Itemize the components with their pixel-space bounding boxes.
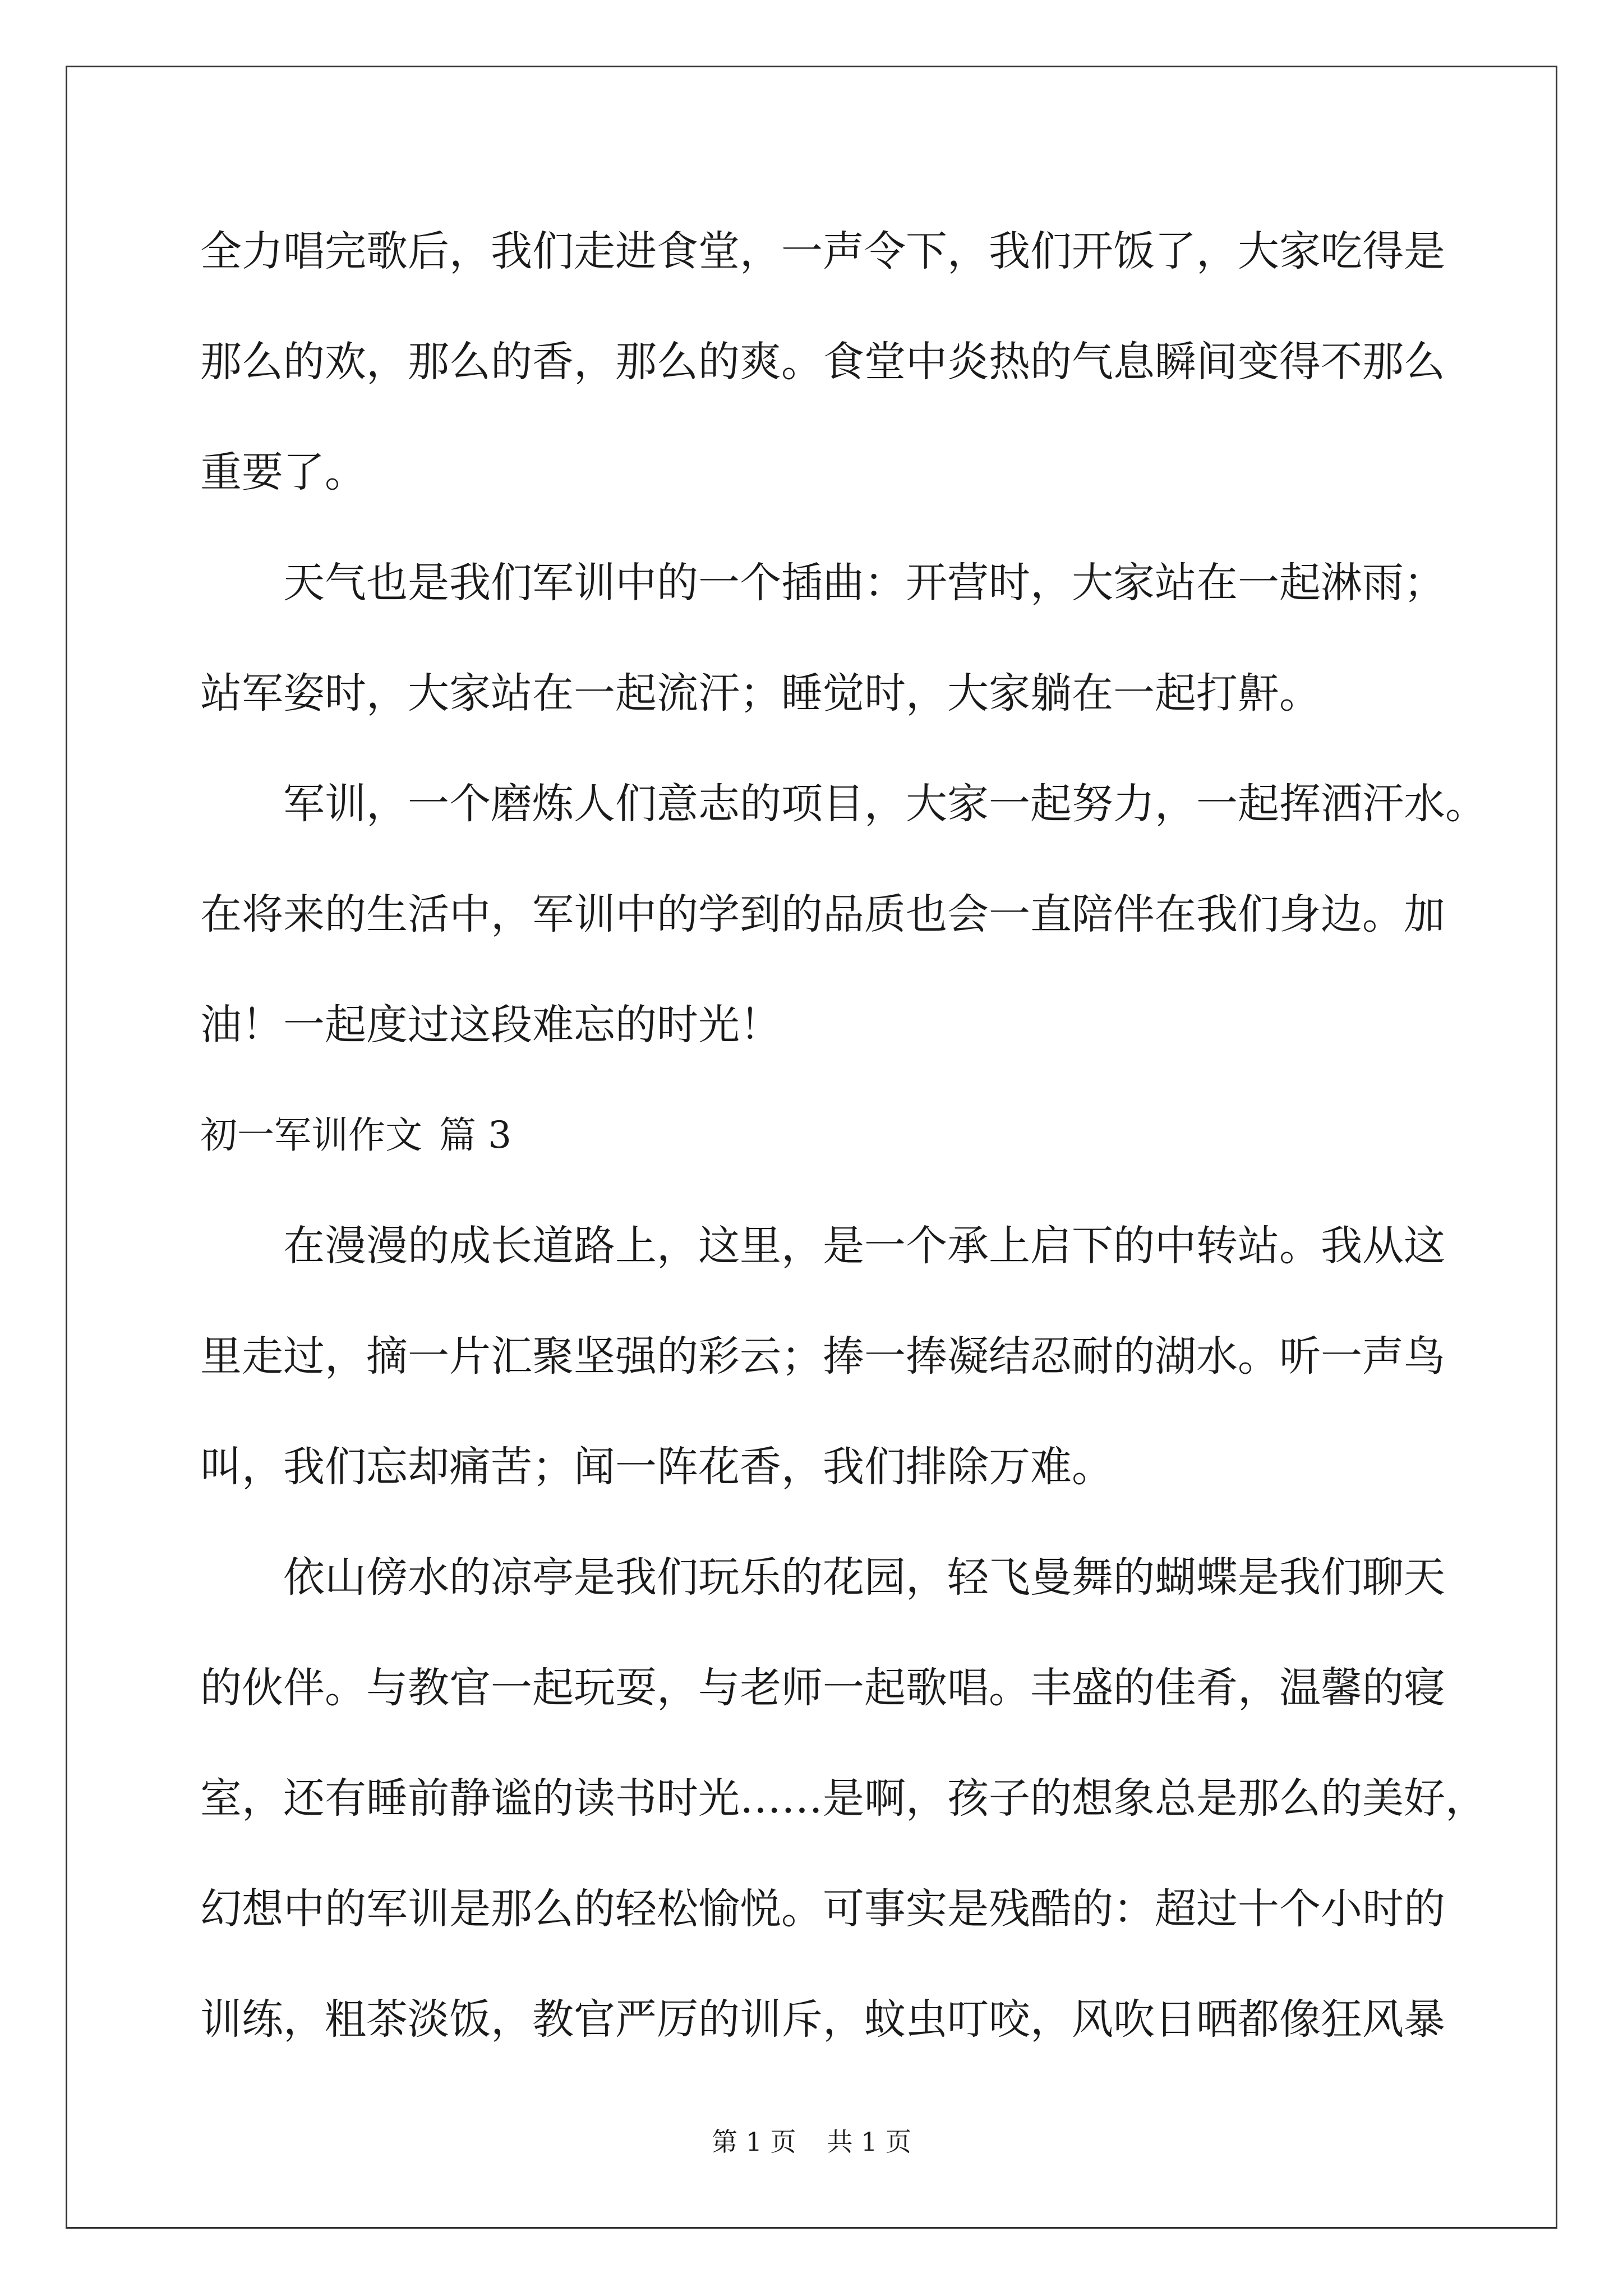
- section-heading-number: 篇 3: [439, 1114, 511, 1157]
- text-line: 军训，一个磨炼人们意志的项目，大家一起努力，一起挥洒汗水。: [283, 780, 1487, 828]
- page-number-current: 第 1 页: [711, 2127, 796, 2157]
- text-line: 油！一起度过这段难忘的时光！: [200, 1001, 781, 1049]
- text-line: 在漫漫的成长道路上，这里，是一个承上启下的中转站。我从这: [283, 1222, 1445, 1270]
- text-line: 重要了。: [200, 448, 366, 496]
- paragraph-block-1: [200, 218, 1487, 1102]
- text-line: 天气也是我们军训中的一个插曲：开营时，大家站在一起淋雨；: [283, 559, 1445, 607]
- section-heading: [200, 1102, 1456, 1212]
- text-line: 室，还有睡前静谧的读书时光……是啊，孩子的想象总是那么的美好，: [200, 1774, 1487, 1823]
- text-line: 里走过，摘一片汇聚坚强的彩云；捧一捧凝结忍耐的湖水。听一声鸟: [200, 1332, 1445, 1381]
- document-body: [200, 218, 1487, 2096]
- text-line: 训练，粗茶淡饭，教官严厉的训斥，蚊虫叮咬，风吹日晒都像狂风暴: [200, 1995, 1445, 2044]
- text-line: 叫，我们忘却痛苦；闻一阵花香，我们排除万难。: [200, 1443, 1113, 1491]
- page-footer: [0, 2125, 1623, 2159]
- section-heading-title: 初一军训作文: [200, 1114, 422, 1157]
- paragraph-block-2: [200, 1212, 1487, 2096]
- text-line: 站军姿时，大家站在一起流汗；睡觉时，大家躺在一起打鼾。: [200, 669, 1321, 717]
- text-line: 在将来的生活中，军训中的学到的品质也会一直陪伴在我们身边。加: [200, 890, 1445, 938]
- page-number-total: 共 1 页: [827, 2127, 912, 2157]
- text-line: 的伙伴。与教官一起玩耍，与老师一起歌唱。丰盛的佳肴，温馨的寝: [200, 1664, 1445, 1712]
- text-line: 那么的欢，那么的香，那么的爽。食堂中炎热的气息瞬间变得不那么: [200, 338, 1445, 386]
- text-line: 全力唱完歌后，我们走进食堂，一声令下，我们开饭了，大家吃得是: [200, 227, 1445, 275]
- text-line: 依山傍水的凉亭是我们玩乐的花园，轻飞曼舞的蝴蝶是我们聊天: [283, 1553, 1445, 1602]
- text-line: 幻想中的军训是那么的轻松愉悦。可事实是残酷的：超过十个小时的: [200, 1885, 1445, 1933]
